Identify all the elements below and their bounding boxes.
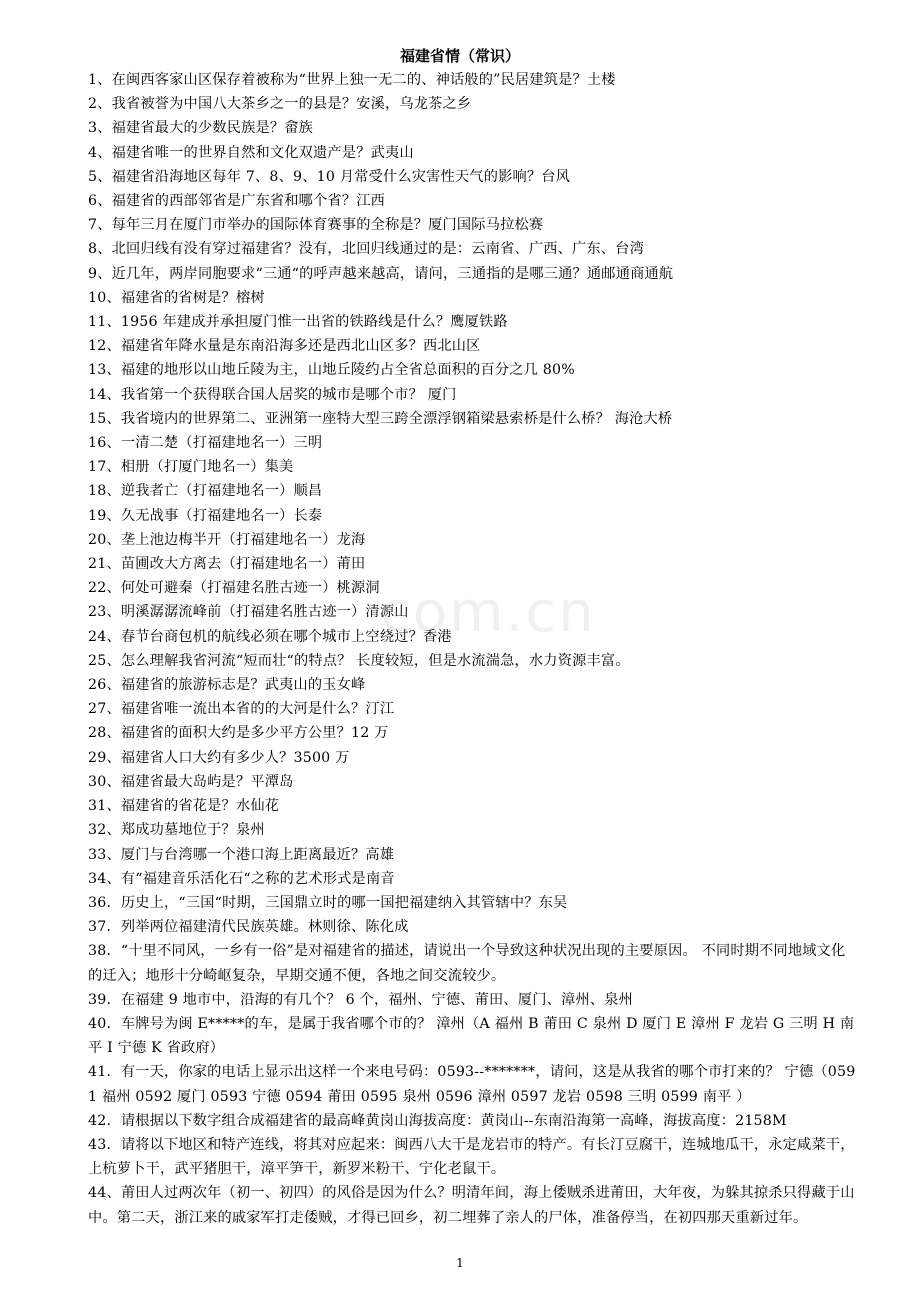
question-item: 20、垄上池边梅半开（打福建地名一）龙海 [88, 531, 366, 548]
question-item: 11、1956 年建成并承担厦门惟一出省的铁路线是什么？鹰厦铁路 [88, 314, 508, 331]
question-item: 31、福建省的省花是？水仙花 [88, 798, 280, 815]
question-item: 32、郑成功墓地位于？泉州 [88, 822, 265, 839]
question-item: 27、福建省唯一流出本省的的大河是什么？汀江 [88, 701, 395, 718]
question-item: 1、在闽西客家山区保存着被称为“世界上独一无二的、神话般的”民居建筑是？土楼 [88, 72, 616, 88]
question-item: 19、久无战事（打福建地名一）长泰 [88, 507, 323, 524]
question-item: 28、福建省的面积大约是多少平方公里？12 万 [88, 725, 389, 742]
question-list [88, 68, 858, 1230]
question-item: 30、福建省最大岛屿是？平潭岛 [88, 773, 294, 790]
question-item: 25、怎么理解我省河流“短而壮“的特点？ 长度较短，但是水流湍急，水力资源丰富。 [88, 652, 630, 669]
question-item: 17、相册（打厦门地名一）集美 [88, 459, 294, 476]
question-item: 23、明溪潺潺流峰前（打福建名胜古迹一）清源山 [88, 604, 409, 621]
question-item: 22、何处可避秦（打福建名胜古迹一）桃源洞 [88, 580, 380, 597]
question-item: 44、莆田人过两次年（初一、初四）的风俗是因为什么？明清年间，海上倭贼杀进莆田，大年夜，为躲其掠杀只得藏于山中。第二天，浙江来的戚家军打走倭贼，才得已回乡，初二埋葬了亲人的尸体，准备停当，在初四那天重新过年。 [88, 1185, 855, 1226]
question-item: 18、逆我者亡（打福建地名一）顺昌 [88, 483, 323, 500]
question-item: 34、有“福建音乐活化石“之称的艺术形式是南音 [88, 870, 395, 887]
watermark: com.cn [380, 580, 596, 645]
question-item: 40．车牌号为闽 E*****的车，是属于我省哪个市的？ 漳州（A 福州 B 莆田 C 泉州 D 厦门 E 漳州 F 龙岩 G 三明 H 南平 I 宁德 K 省政府） [88, 1015, 855, 1057]
question-item: 3、福建省最大的少数民族是？畲族 [88, 120, 314, 137]
question-item: 12、福建省年降水量是东南沿海多还是西北山区多？西北山区 [88, 338, 481, 355]
question-item: 2、我省被誉为中国八大茶乡之一的县是？安溪，乌龙茶之乡 [88, 96, 472, 113]
question-item: 5、福建省沿海地区每年 7、8、9、10 月常受什么灾害性天气的影响？台风 [88, 168, 571, 185]
question-item: 33、厦门与台湾哪一个港口海上距离最近？高雄 [88, 846, 395, 863]
question-item: 29、福建省人口大约有多少人？3500 万 [88, 749, 350, 766]
question-item: 9、近几年，两岸同胞要求“三通“的呼声越来越高，请问，三通指的是哪三通？通邮通商通航 [88, 265, 674, 282]
question-item: 4、福建省唯一的世界自然和文化双遗产是？武夷山 [88, 144, 414, 161]
page-number: 1 [456, 1256, 464, 1270]
question-item: 42．请根据以下数字组合成福建省的最高峰黄岗山海拔高度：黄岗山--东南沿海第一高峰，海拔高度：2158M [88, 1112, 787, 1129]
question-item: 16、一清二楚（打福建地名一）三明 [88, 435, 323, 452]
question-item: 6、福建省的西部邻省是广东省和哪个省？江西 [88, 193, 385, 210]
question-item: 7、每年三月在厦门市举办的国际体育赛事的全称是？厦门国际马拉松赛 [88, 217, 544, 234]
question-item: 41．有一天，你家的电话上显示出这样一个来电号码：0593--*******，请问，这是从我省的哪个市打来的？ 宁德（0591 福州 0592 厦门 0593 宁德 0594 莆田 0595 泉州 0596 漳州 0597 龙岩 0598 三明 0599 南平 ） [88, 1064, 856, 1105]
question-item: 24、春节台商包机的航线必须在哪个城市上空绕过？香港 [88, 628, 452, 645]
question-item: 15、我省境内的世界第二、亚洲第一座特大型三跨全漂浮钢箱梁悬索桥是什么桥？ 海沧大桥 [88, 410, 673, 427]
question-item: 26、福建省的旅游标志是？武夷山的玉女峰 [88, 677, 366, 694]
question-item: 39．在福建 9 地市中，沿海的有几个？ 6 个，福州、宁德、莆田、厦门、漳州、泉州 [88, 991, 633, 1008]
question-item: 37．列举两位福建清代民族英雄。林则徐、陈化成 [88, 919, 409, 936]
question-item: 38．“十里不同风，一乡有一俗”是对福建省的描述，请说出一个导致这种状况出现的主要原因。 不同时期不同地域文化的迁入；地形十分崎岖复杂，早期交通不便，各地之间交流较少。 [88, 943, 846, 984]
question-item: 14、我省第一个获得联合国人居奖的城市是哪个市？ 厦门 [88, 386, 457, 403]
question-item: 13、福建的地形以山地丘陵为主，山地丘陵约占全省总面积的百分之几 80% [88, 362, 575, 379]
question-item: 43．请将以下地区和特产连线，将其对应起来：闽西八大干是龙岩市的特产。有长汀豆腐干，连城地瓜干，永定咸菜干，上杭萝卜干，武平猪胆干，漳平笋干，新罗米粉干、宁化老鼠干。 [88, 1136, 855, 1178]
question-item: 8、北回归线有没有穿过福建省？没有，北回归线通过的是：云南省、广西、广东、台湾 [88, 241, 644, 258]
question-item: 10、福建省的省树是？榕树 [88, 289, 265, 306]
document-title: 福建省情（常识） [399, 47, 520, 65]
question-item: 36．历史上，“三国“时期，三国鼎立时的哪一国把福建纳入其管辖中？东吴 [88, 894, 568, 911]
question-item: 21、苗圃改大方离去（打福建地名一）莆田 [88, 556, 366, 573]
